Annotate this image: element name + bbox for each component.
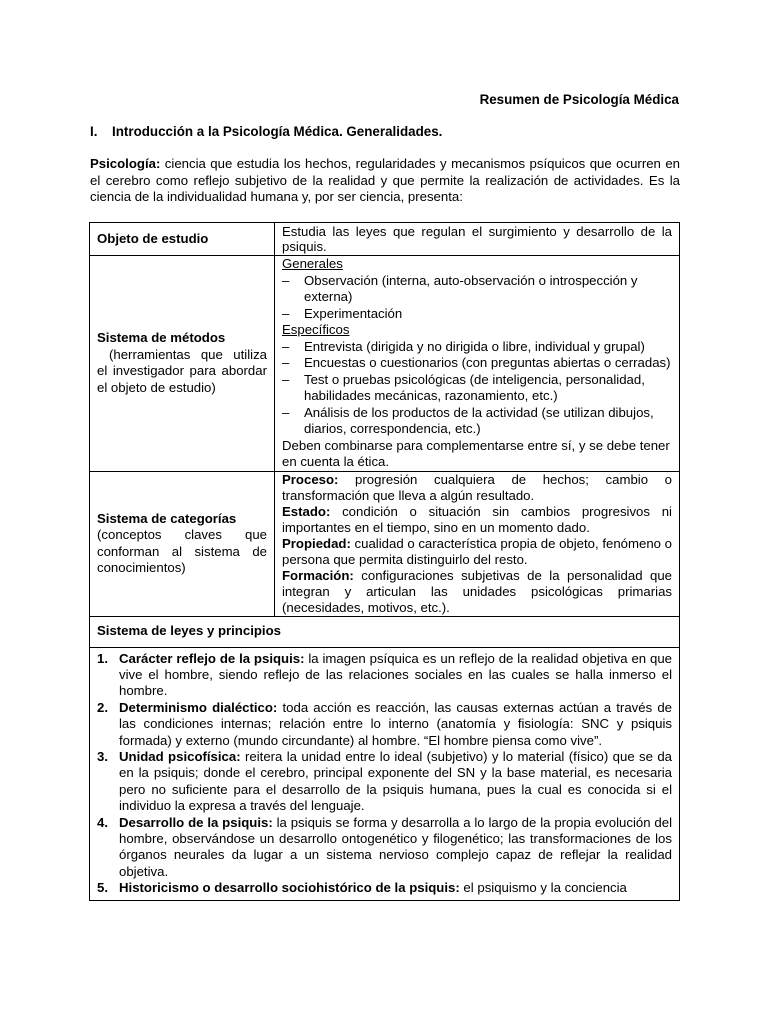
list-item	[97, 815, 672, 881]
item-text: reitera la unidad entre lo ideal (subjetivo) y lo material (físico) que se da en la psiquis; donde el cerebro, principal exponente del SN y la base material, es necesaria pero no suficiente para el desarrollo de la psiquis humana, pues la cual es conocida si el individuo la expresa a través del lenguaje.	[119, 748, 672, 814]
intro-term: Psicología:	[90, 156, 161, 171]
especificos-heading: Específicos	[282, 322, 350, 337]
item-term: Historicismo o desarrollo sociohistórico de la psiquis:	[119, 880, 460, 896]
objeto-content-cell	[275, 223, 680, 256]
categoria-text: condición o situación sin cambios progresivos ni importantes en el tiempo, sino en un momento dado.	[282, 503, 672, 535]
section-number: I.	[90, 124, 98, 139]
table-row-leyes	[90, 647, 680, 900]
list-item: – Entrevista (dirigida y no dirigida o libre, individual y grupal)	[282, 339, 672, 356]
metodos-label-cell	[90, 256, 275, 472]
table-row-metodos	[90, 256, 680, 472]
item-number: 4.	[97, 814, 108, 830]
intro-paragraph	[90, 156, 680, 206]
categoria-term: Proceso:	[282, 471, 339, 487]
item-text: el psiquismo y la conciencia	[459, 880, 627, 896]
metodos-note: Deben combinarse para complementarse entre sí, y se debe tener en cuenta la ética.	[282, 437, 670, 469]
item-number: 3.	[97, 748, 108, 764]
list-item	[97, 749, 672, 815]
table-row-objeto	[90, 223, 680, 256]
item-text: toda acción es reacción, las causas externas actúan a través de las condiciones internas; relación entre lo interno (anatomía y fisiología: SNC y psiquis formada) y externo (mundo circundante) al hombre. “El hombre piensa como vive”.	[119, 699, 673, 748]
list-item: – Test o pruebas psicológicas (de inteligencia, personalidad, habilidades mecánicas, razonamiento, etc.)	[282, 372, 672, 405]
categoria-item	[282, 536, 672, 568]
item-number: 5.	[97, 880, 108, 896]
categoria-text: configuraciones subjetivas de la personalidad que integran y articulan las unidades psicológicas primarias (necesidades, motivos, etc.).	[282, 567, 672, 615]
intro-text: ciencia que estudia los hechos, regularidades y mecanismos psíquicos que ocurren en el cerebro como reflejo subjetivo de la realidad y que permite la realización de actividades. Es la ciencia de la individualidad humana y, por ser ciencia, presenta:	[90, 156, 680, 204]
list-item: – Análisis de los productos de la actividad (se utilizan dibujos, diarios, correspondencia, etc.)	[282, 405, 672, 438]
categorias-content-cell	[275, 471, 680, 616]
item-text: la imagen psíquica es un reflejo de la realidad objetiva en que vive el hombre, siendo reflejo de las relaciones sociales en las cuales se halla inmerso el hombre.	[119, 650, 672, 699]
metodos-sublabel: (herramientas que utiliza el investigador para abordar el objeto de estudio)	[97, 346, 267, 395]
document-title: Resumen de Psicología Médica	[479, 92, 679, 107]
leyes-list	[97, 651, 672, 897]
list-item	[97, 880, 672, 896]
categoria-term: Formación:	[282, 567, 354, 583]
categoria-text: progresión cualquiera de hechos; cambio o transformación que lleva a algún resultado.	[282, 471, 672, 503]
metodos-label: Sistema de métodos	[97, 330, 226, 346]
table-row-leyes-header	[90, 616, 680, 647]
item-term: Carácter reflejo de la psiquis:	[119, 650, 305, 666]
categoria-item	[282, 504, 672, 536]
categoria-text: cualidad o característica propia de objeto, fenómeno o persona que permita distinguirlo del resto.	[282, 535, 672, 567]
table-row-categorias	[90, 471, 680, 616]
categorias-label: Sistema de categorías	[97, 510, 237, 526]
item-number: 1.	[97, 650, 108, 666]
objeto-label: Objeto de estudio	[97, 230, 209, 246]
item-term: Desarrollo de la psiquis:	[119, 814, 273, 830]
item-term: Unidad psicofísica:	[119, 748, 241, 764]
list-item	[97, 651, 672, 700]
section-title: Introducción a la Psicología Médica. Generalidades.	[112, 124, 443, 139]
categoria-term: Propiedad:	[282, 535, 351, 551]
categoria-item	[282, 472, 672, 504]
especificos-list	[282, 339, 672, 438]
summary-table	[89, 222, 680, 901]
objeto-text: Estudia las leyes que regulan el surgimiento y desarrollo de la psiquis.	[282, 224, 672, 254]
item-number: 2.	[97, 699, 108, 715]
metodos-content-cell	[275, 256, 680, 472]
categorias-sublabel: (conceptos claves que conforman al sistema de conocimientos)	[97, 527, 267, 575]
categoria-term: Estado:	[282, 503, 331, 519]
item-term: Determinismo dialéctico:	[119, 699, 278, 715]
generales-list	[282, 273, 672, 323]
categorias-label-cell	[90, 471, 275, 616]
list-item: – Encuestas o cuestionarios (con preguntas abiertas o cerradas)	[282, 355, 672, 372]
objeto-label-cell	[90, 223, 275, 256]
leyes-label: Sistema de leyes y principios	[97, 623, 281, 639]
item-text: la psiquis se forma y desarrolla a lo largo de la propia evolución del hombre, observándose un desarrollo ontogenético y filogenético; las transformaciones de los órganos neurales da lugar a un sistema nervioso complejo capaz de reflejar la realidad objetiva.	[119, 814, 673, 879]
generales-heading: Generales	[282, 256, 343, 271]
list-item: – Experimentación	[282, 306, 672, 323]
section-heading	[90, 124, 442, 141]
leyes-content-cell	[90, 647, 680, 900]
list-item	[97, 700, 672, 749]
categoria-item	[282, 568, 672, 616]
leyes-label-cell	[90, 616, 680, 647]
list-item: – Observación (interna, auto-observación o introspección y externa)	[282, 273, 672, 306]
